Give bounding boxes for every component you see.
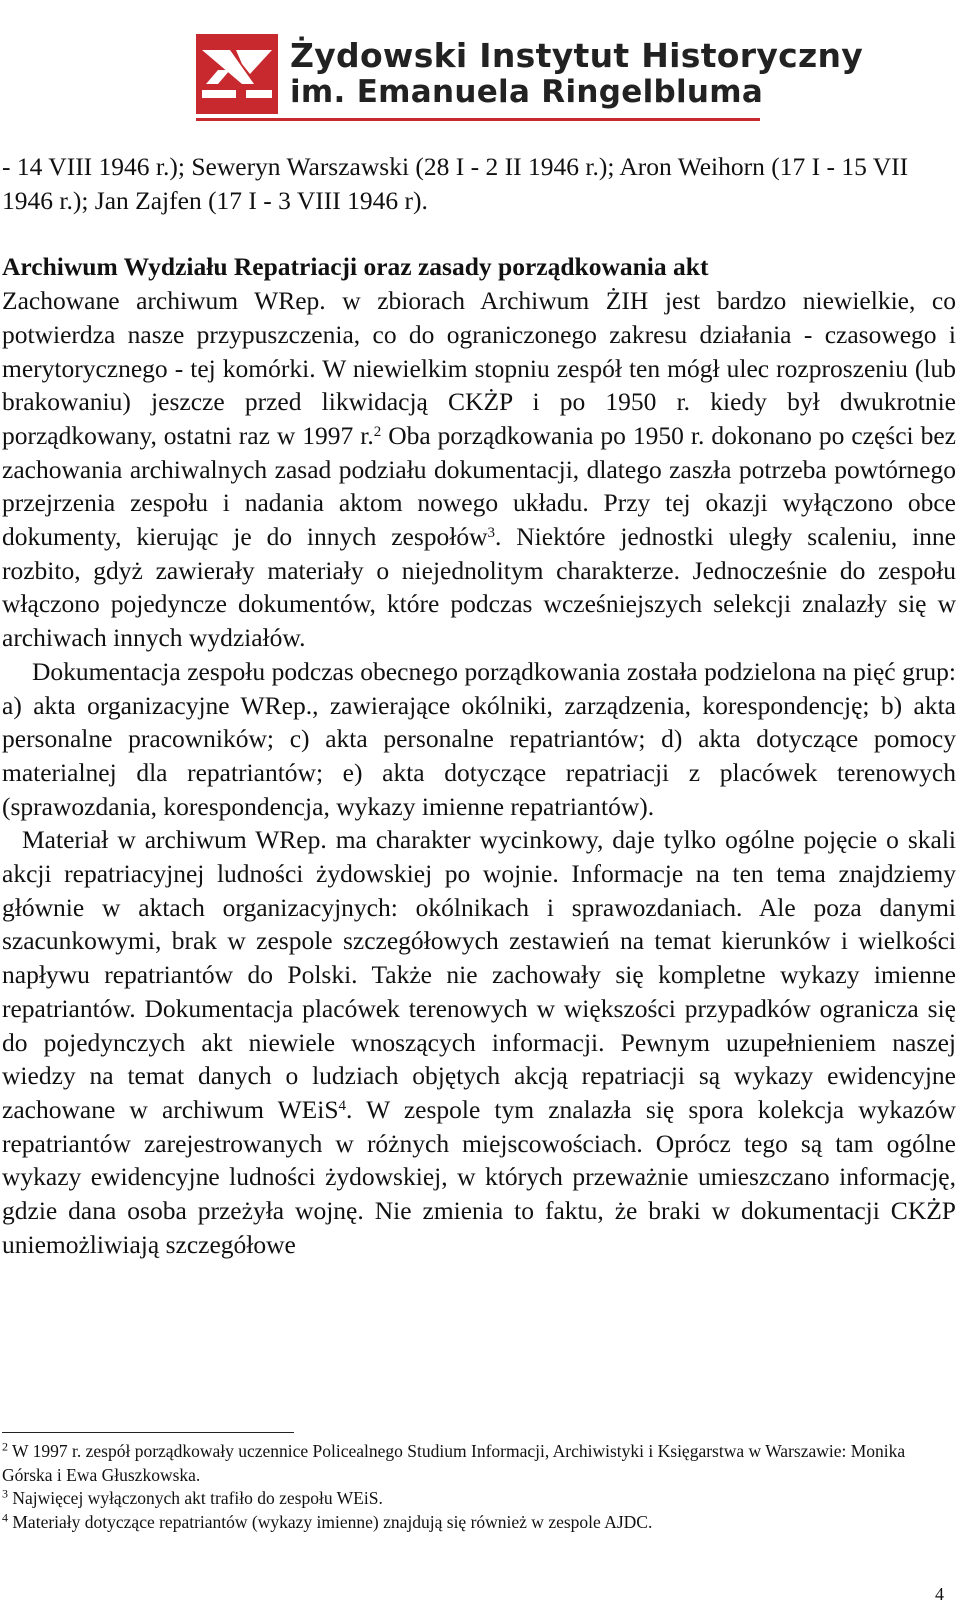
footnote-ref-4[interactable]: 4 (338, 1097, 347, 1114)
footnote-ref-2[interactable]: 2 (373, 423, 382, 440)
footnotes (2, 1440, 956, 1534)
footnote-3 (2, 1487, 956, 1511)
paragraph-2: Dokumentacja zespołu podczas obecnego porządkowania została podzielona na pięć grup: a) akta organizacyjne WRep., zawierające okólniki, zarządzenia, korespondencję; b) akta personalne pracowników; c) akta personalne repatriantów; d) akta dotyczące pomocy materialnej dla repatriantów; e) akta dotyczące repatriacji z placówek terenowych (sprawozdania, korespondencja, wykazy imienne repatriantów). (2, 656, 956, 821)
logo-title: Żydowski Instytut Historyczny (290, 36, 864, 75)
footnote-number: 2 (2, 1439, 8, 1454)
zih-logo-icon (196, 34, 278, 114)
paragraph-1 (2, 284, 956, 655)
footnote-ref-3[interactable]: 3 (487, 524, 496, 541)
paragraph-1-text-a: Zachowane archiwum WRep. w zbiorach Archiwum ŻIH jest bardzo niewielkie, co potwierdza nasze przypuszczenia, co do ograniczonego zakresu działania - czasowego i merytorycznego - tej komórki. W niewielkim stopniu zespół ten mógł ulec rozproszeniu (lub brakowaniu) jeszcze przed likwidacją CKŻP i po 1950 r. kiedy był dwukrotnie porządkowany, ostatni raz w 1997 r. (2, 286, 956, 450)
footnote-number: 3 (2, 1486, 8, 1501)
footnote-text: W 1997 r. zespół porządkowały uczennice Policealnego Studium Informacji, Archiwistyki i Księgarstwa w Warszawie: Monika Górska i Ewa Głuszkowska. (2, 1441, 906, 1485)
document-body (2, 150, 956, 1262)
footnote-4 (2, 1511, 956, 1535)
paragraph-3-text-b: . W zespole tym znalazła się spora kolekcja wykazów repatriantów zarejestrowanych w różnych miejscowościach. Oprócz tego są tam ogólne wykazy ewidencyjne ludności żydowskiej, w których przeważnie umieszczano informację, gdzie dana osoba przeżyła wojnę. Nie zmienia to faktu, że braki w dokumentacji CKŻP uniemożliwiają szczegółowe (2, 1094, 956, 1259)
continuation-paragraph: - 14 VIII 1946 r.); Seweryn Warszawski (28 I - 2 II 1946 r.); Aron Weihorn (17 I - 15 VII 1946 r.); Jan Zajfen (17 I - 3 VIII 1946 r). (2, 152, 909, 215)
footnote-number: 4 (2, 1509, 8, 1524)
footnote-2 (2, 1440, 956, 1487)
footnote-text: Materiały dotyczące repatriantów (wykazy imienne) znajdują się również w zespole AJDC. (8, 1511, 653, 1532)
logo-subtitle: im. Emanuela Ringelbluma (290, 74, 764, 110)
footnote-text: Najwięcej wyłączonych akt trafiło do zespołu WEiS. (8, 1488, 383, 1508)
institute-logo (196, 34, 864, 120)
section-heading: Archiwum Wydziału Repatriacji oraz zasady porządkowania akt (2, 252, 709, 282)
paragraph-1-text-b: Oba porządkowania po 1950 r. dokonano po części bez zachowania archiwalnych zasad podziału dokumentacji, dlatego zaszła potrzeba powtórnego przejrzenia zespołu i nadania aktom nowego układu. Przy tej okazji wyłączono obce dokumenty, kierując je do innych zespołów (2, 420, 956, 552)
page-number: 4 (935, 1584, 944, 1604)
logo-underline (196, 118, 760, 121)
paragraph-3 (2, 823, 956, 1261)
footnote-divider (2, 1432, 294, 1433)
paragraph-3-text-a: Materiał w archiwum WRep. ma charakter wycinkowy, daje tylko ogólne pojęcie o skali akcji repatriacyjnej ludności żydowskiej po wojnie. Informacje na ten tema znajdziemy głównie w aktach organizacyjnych: okólnikach i sprawozdaniach. Ale poza danymi szacunkowymi, brak w zespole szczegółowych zestawień na temat kierunków i wielkości napływu repatriantów do Polski. Także nie zachowały się kompletne wykazy imienne repatriantów. Dokumentacja placówek terenowych w większości przypadków ogranicza się do pojedynczych akt niewiele wnoszących informacji. Pewnym uzupełnieniem naszej wiedzy na temat danych o ludziach objętych akcją repatriacji są wykazy ewidencyjne zachowane w archiwum WEiS (2, 825, 956, 1124)
paragraph-1-text-c: . Niektóre jednostki uległy scaleniu, inne rozbito, gdyż zawierały materiały o niejednolitym charakterze. Jednocześnie do zespołu włączono pojedyncze dokumentów, które podczas wcześniejszych selekcji znalazły się w archiwach innych wydziałów. (2, 522, 956, 653)
